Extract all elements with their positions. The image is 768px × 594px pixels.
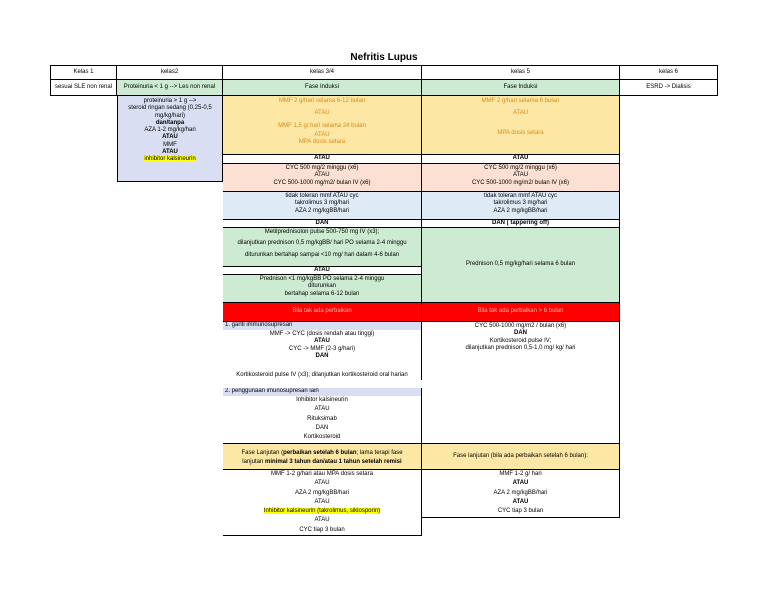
kelas34-change-options: MMF -> CYC (dosis rendah atau tinggi) ATAU CYC -> MMF (2-3 g/hari) DAN Kortikosteroid pulse IV (x3); dilanjutkan kortikosteroid oral harian xyxy=(223,330,422,380)
kelas5-prednison-block: Prednison 0,5 mg/kg/hari selama 6 bulan xyxy=(422,227,620,302)
kelas2-proteinuria-low: Proteinuria < 1 g --> Les non renal xyxy=(117,80,223,96)
kelas34-maintenance-options: MMF 1-2 g/hari atau MPA dosis setara ATAU AZA 2 mg/kgBB/hari ATAU Inhibitor kalsineurin (takrolimus, siklosporin) ATAU CYC tiap 3 bulan xyxy=(223,470,422,536)
header-kelas6: kelas 6 xyxy=(620,65,718,80)
kelas5-maintenance-header: Fase lanjutan (bila ada perbaikan setelah 6 bulan): xyxy=(422,444,620,470)
kelas5-intolerance-block: tidak toleran mmf ATAU cyc takrolimus 3 mg/hari AZA 2 mg/kgBB/hari xyxy=(422,191,620,219)
kelas34-other-options: Inhibitor kalsineurin ATAU Rituksimab DAN Kortikosteroid xyxy=(223,396,422,444)
kelas34-cyc-block: CYC 500 mg/2 minggu (x6) ATAU CYC 500-1000 mg/m2/ bulan IV (x6) xyxy=(223,163,422,191)
kelas34-steroid-block: Metilprednisolon pulse 500-750 mg IV (x3); dilanjutkan prednison 0,5 mg/kgBB/ hari PO selama 2-4 minggu diturunkan bertahap sampai <10 mg/ hari dalam 4-6 bulan xyxy=(223,227,422,266)
kelas1-description: sesuai SLE non renal xyxy=(50,80,117,96)
kelas34-prednison-block: Prednison <1 mg/kgBB PO selama 2-4 minggu diturunkan bertahap selama 6-12 bulan xyxy=(223,274,422,302)
kelas34-no-improvement-banner: Bila tak ada perbaikan xyxy=(223,302,422,322)
kelas5-cyc-block: CYC 500 mg/2 minggu (x6) ATAU CYC 500-1000 mg/m2/ bulan IV (x6) xyxy=(422,163,620,191)
kelas34-other-immunosuppressant: 2. penggunaan imunosupresan lain xyxy=(223,388,422,396)
kelas5-no-improvement-options: CYC 500-1000 mg/m2 / bulan (x6) DAN Kortikosteroid pulse IV; dilanjutkan prednison 0,5-1,0 mg/ kg/ hari xyxy=(422,322,620,444)
kelas34-mmf-block: MMF 2 g/hari selama 6-12 bulan ATAU MMF 1,5 g/ hari selama 24 bulan ATAU MPA dosis setara xyxy=(223,96,422,155)
kelas5-maintenance-options: MMF 1-2 g/ hari ATAU AZA 2 mg/kgBB/hari ATAU CYC tiap 3 bulan xyxy=(422,470,620,518)
kelas34-atau-divider-2: ATAU xyxy=(223,266,422,274)
highlight-inhibitor: inhibitor kalsineurin xyxy=(144,156,196,163)
kelas34-dan-divider: DAN xyxy=(223,219,422,227)
kelas34-atau-divider: ATAU xyxy=(223,154,422,163)
header-kelas2: kelas2 xyxy=(117,65,223,80)
kelas5-atau-divider: ATAU xyxy=(422,154,620,163)
kelas2-treatment: proteinuria > 1 g --> steroid ringan sedang (0,25-0,5 mg/kg/hari) dan/tanpa AZA 1-2 mg/kg/hari ATAU MMF ATAU inhibitor kalsineurin xyxy=(117,96,223,182)
kelas6-description: ESRD -> Dialisis xyxy=(620,80,718,96)
kelas34-phase-label: Fase Induksi xyxy=(223,80,422,96)
kelas34-maintenance-header: Fase Lanjutan (perbaikan setelah 6 bulan; lama terapi fase lanjutan minimal 3 tahun dan/atau 1 tahun setelah remisi xyxy=(223,444,422,470)
kelas5-dan-divider: DAN ( tappering off) xyxy=(422,219,620,227)
kelas34-intolerance-block: tidak toleran mmf ATAU cyc takrolimus 3 mg/hari AZA 2 mg/kgBB/hari xyxy=(223,191,422,219)
kelas5-phase-label: Fase Induksi xyxy=(422,80,620,96)
kelas5-no-improvement-banner: Bila tak ada perbaikan > 6 bulan xyxy=(422,302,620,322)
kelas34-change-immunosuppressant: 1. ganti immunosupresan xyxy=(223,322,422,330)
page-title: Nefritis Lupus xyxy=(350,52,418,63)
header-kelas5: kelas 5 xyxy=(422,65,620,80)
kelas5-mmf-block: MMF 2 g/hari selama 6 bulan ATAU MPA dosis setara xyxy=(422,96,620,155)
header-kelas1: Kelas 1 xyxy=(50,65,117,80)
header-kelas34: kelas 3/4 xyxy=(223,65,422,80)
